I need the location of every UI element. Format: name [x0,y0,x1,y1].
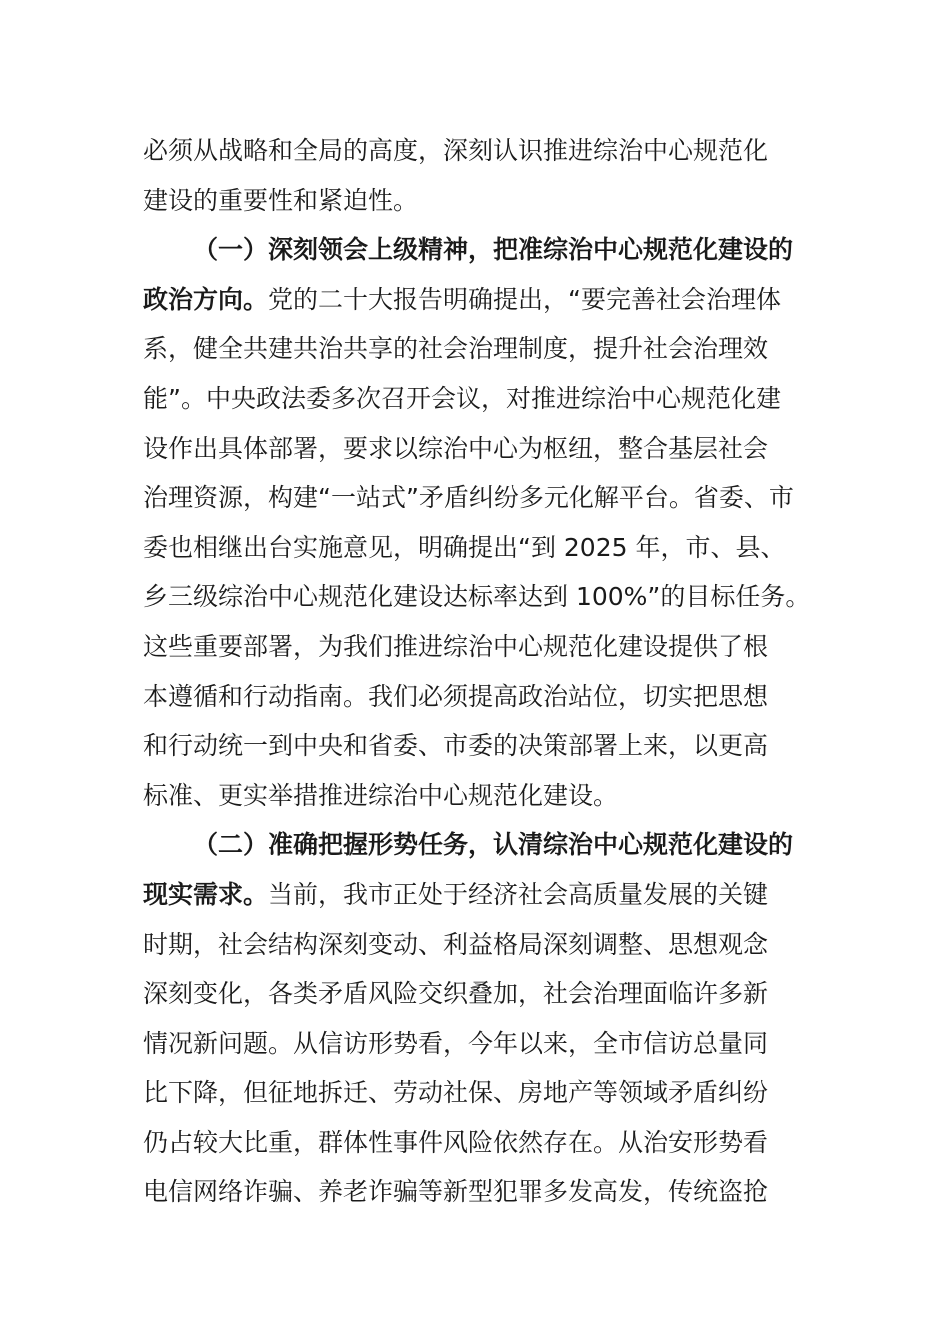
text-line [143,424,843,474]
line-text: 电信网络诈骗、养老诈骗等新型犯罪多发高发，传统盗抢 [143,1177,769,1207]
line-text: 和行动统一到中央和省委、市委的决策部署上来，以更高 [143,731,769,761]
text-line [143,870,843,920]
line-text: 党的二十大报告明确提出，“要完善社会治理体 [268,284,781,314]
bold-heading-text: 政治方向。 [143,284,269,314]
line-text: 系，健全共建共治共享的社会治理制度，提升社会治理效 [143,334,769,364]
line-text: 必须从战略和全局的高度，深刻认识推进综治中心规范化 [143,136,769,165]
bold-heading-text: （一）深刻领会上级精神，把准综治中心规范化建设的 [193,235,794,265]
text-line [143,1167,843,1217]
line-text: 情况新问题。从信访形势看，今年以来，全市信访总量同 [143,1028,769,1058]
text-line [143,275,843,325]
section-heading-2 [143,820,843,870]
line-text: 本遵循和行动指南。我们必须提高政治站位，切实把思想 [143,681,769,711]
text-line [143,473,843,523]
body-text [143,126,843,1217]
text-line [143,1118,843,1168]
line-text: 治理资源，构建“一站式”矛盾纠纷多元化解平台。省委、市 [143,483,794,513]
text-line [143,969,843,1019]
line-text: 乡三级综治中心规范化建设达标率达到 100%”的目标任务。 [143,582,811,612]
text-line [143,324,843,374]
bold-heading-text: 现实需求。 [143,879,269,909]
line-text: 比下降，但征地拆迁、劳动社保、房地产等领域矛盾纠纷 [143,1078,769,1108]
text-line [143,1068,843,1118]
line-text: 这些重要部署，为我们推进综治中心规范化建设提供了根 [143,631,769,661]
text-line [143,721,843,771]
line-text: 委也相继出台实施意见，明确提出“到 2025 年，市、县、 [143,532,786,562]
text-line [143,672,843,722]
line-text: 标准、更实举措推进综治中心规范化建设。 [143,780,619,810]
text-line [143,126,843,176]
line-text: 能”。中央政法委多次召开会议，对推进综治中心规范化建 [143,383,781,413]
text-line [143,374,843,424]
text-line [143,622,843,672]
line-text: 仍占较大比重，群体性事件风险依然存在。从治安形势看 [143,1127,769,1157]
line-text: 深刻变化，各类矛盾风险交织叠加，社会治理面临许多新 [143,979,769,1009]
line-text: 建设的重要性和紧迫性。 [143,185,419,215]
line-text: 当前，我市正处于经济社会高质量发展的关键 [268,879,769,909]
text-line [143,771,843,821]
text-line [143,1019,843,1069]
line-text: 设作出具体部署，要求以综治中心为枢纽，整合基层社会 [143,433,769,463]
text-line [143,176,843,226]
bold-heading-text: （二）准确把握形势任务，认清综治中心规范化建设的 [193,830,794,860]
text-line [143,523,843,573]
line-text: 时期，社会结构深刻变动、利益格局深刻调整、思想观念 [143,929,769,959]
section-heading-1 [143,225,843,275]
text-line [143,572,843,622]
text-line [143,920,843,970]
